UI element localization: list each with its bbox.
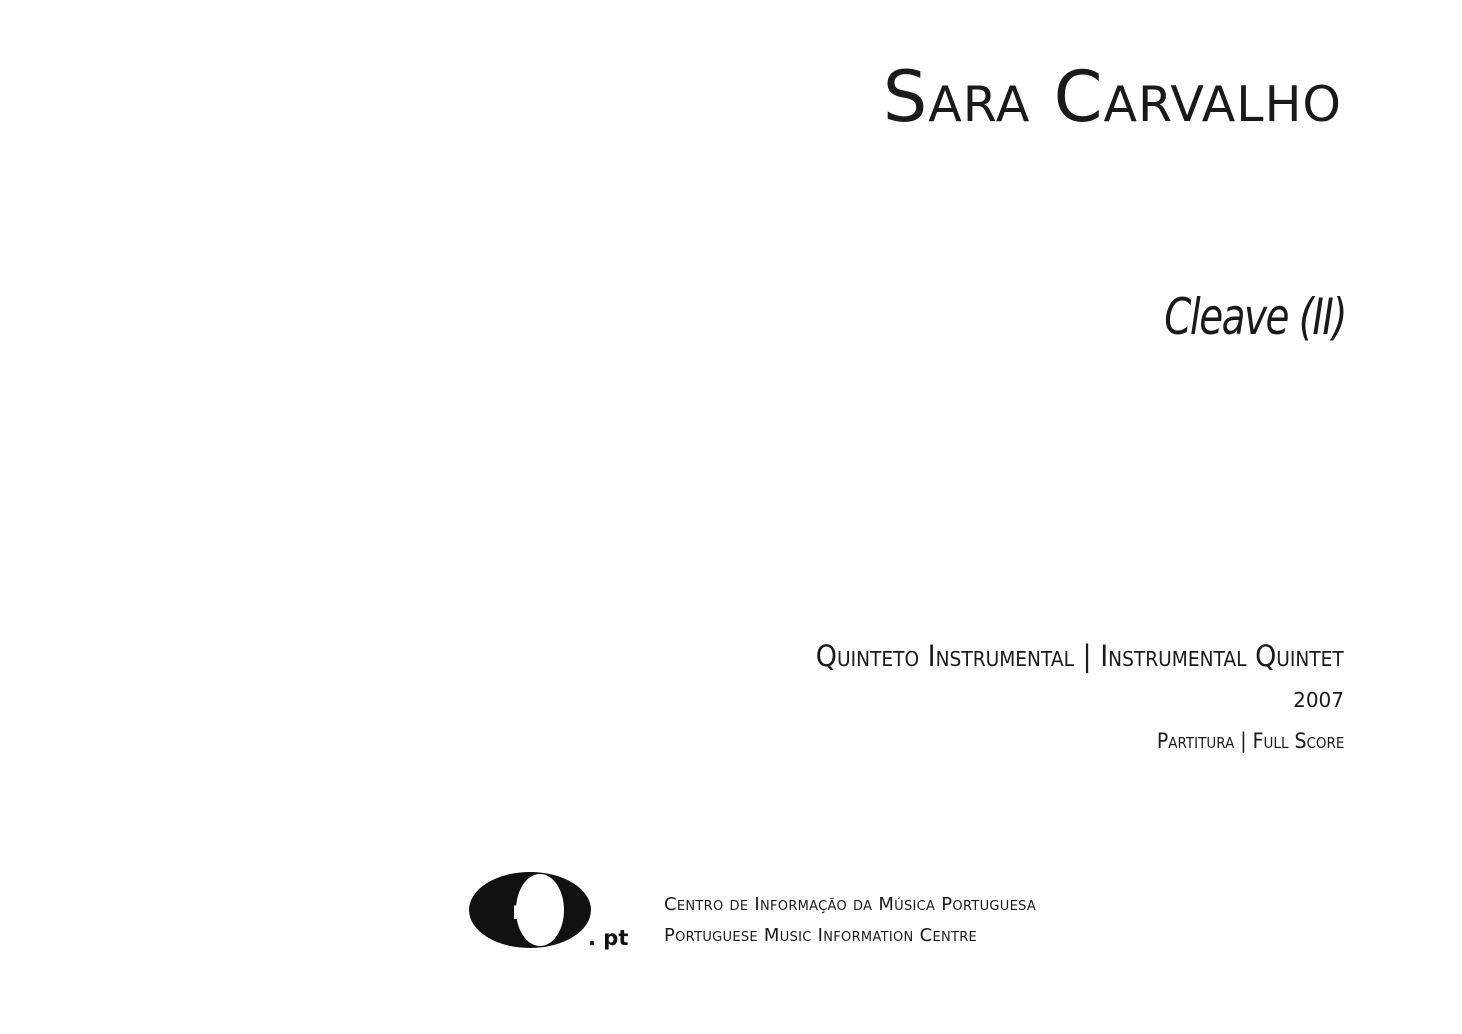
publisher-name-pt: Centro de Informação da Música Portuguesa <box>664 894 1037 915</box>
mic-pt-logo <box>466 868 636 954</box>
ensemble-line: Quinteto Instrumental | Instrumental Quintet <box>815 639 1344 673</box>
work-title: Cleave (II) <box>1164 288 1346 346</box>
score-type: Partitura | Full Score <box>1156 729 1344 753</box>
year: 2007 <box>1293 688 1344 712</box>
logo-pt-text: . pt <box>588 926 629 950</box>
logo-mic-text: mic <box>512 896 562 925</box>
composer-name: Sara Carvalho <box>882 56 1342 138</box>
publisher-name-en: Portuguese Music Information Centre <box>664 925 978 946</box>
